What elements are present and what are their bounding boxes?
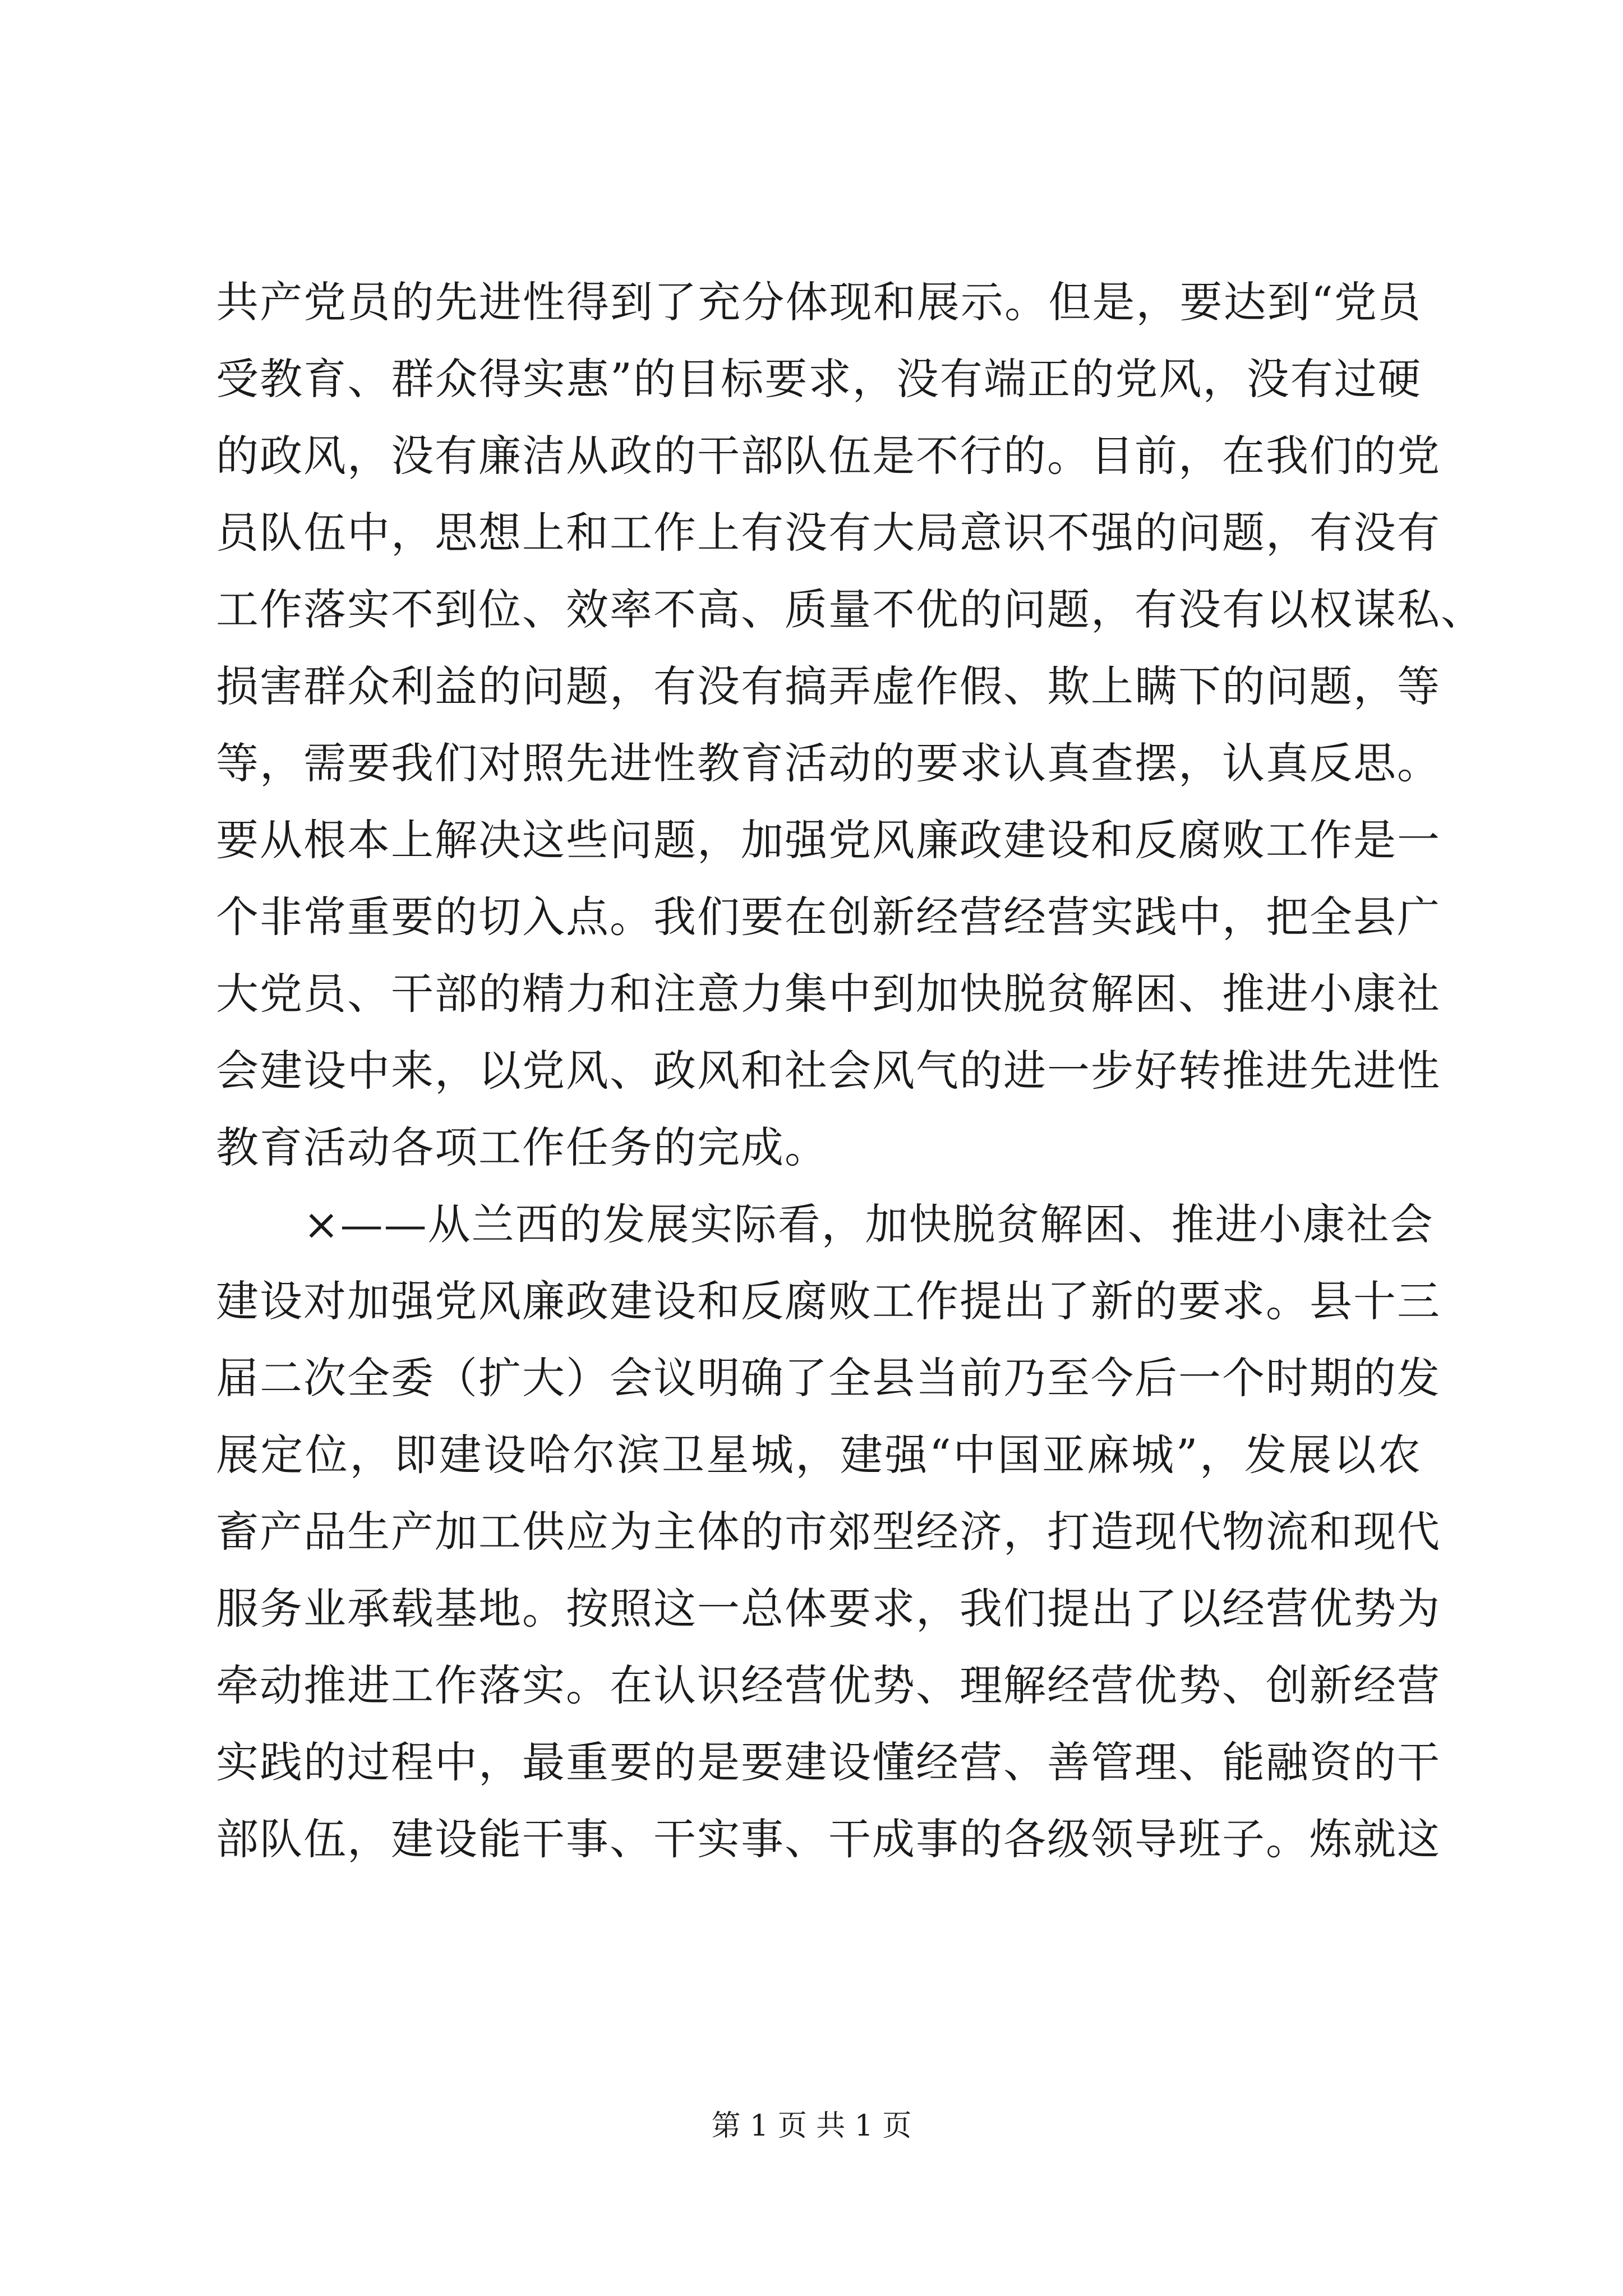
text-line: 届二次全委（扩大）会议明确了全县当前乃至今后一个时期的发	[216, 1353, 1441, 1403]
page-number-footer: 第 1 页 共 1 页	[711, 2109, 912, 2143]
text-line: 的政风，没有廉洁从政的干部队伍是不行的。目前，在我们的党	[216, 431, 1441, 481]
body-text	[216, 264, 1484, 1878]
text-line: 员队伍中，思想上和工作上有没有大局意识不强的问题，有没有	[216, 508, 1441, 558]
text-line: 部队伍，建设能干事、干实事、干成事的各级领导班子。炼就这	[216, 1814, 1441, 1864]
text-line: 工作落实不到位、效率不高、质量不优的问题，有没有以权谋私、	[216, 585, 1484, 634]
text-line: 会建设中来，以党风、政风和社会风气的进一步好转推进先进性	[216, 1046, 1441, 1096]
text-line: 建设对加强党风廉政建设和反腐败工作提出了新的要求。县十三	[216, 1276, 1441, 1326]
text-line: 共产党员的先进性得到了充分体现和展示。但是，要达到“党员	[216, 277, 1422, 327]
paragraph-2	[216, 1186, 1441, 1878]
text-line: 损害群众利益的问题，有没有搞弄虚作假、欺上瞒下的问题，等	[216, 661, 1441, 711]
text-line: 实践的过程中，最重要的是要建设懂经营、善管理、能融资的干	[216, 1737, 1441, 1787]
text-line: 牵动推进工作落实。在认识经营优势、理解经营优势、创新经营	[216, 1660, 1441, 1710]
text-line: 教育活动各项工作任务的完成。	[216, 1122, 828, 1172]
paragraph-1	[216, 264, 1484, 1186]
text-line: 要从根本上解决这些问题，加强党风廉政建设和反腐败工作是一	[216, 815, 1441, 865]
text-line: ×——从兰西的发展实际看，加快脱贫解困、推进小康社会	[216, 1199, 1434, 1249]
text-line: 展定位，即建设哈尔滨卫星城，建强“中国亚麻城”，发展以农	[216, 1430, 1422, 1480]
text-line: 等，需要我们对照先进性教育活动的要求认真查摆，认真反思。	[216, 738, 1441, 788]
text-line: 服务业承载基地。按照这一总体要求，我们提出了以经营优势为	[216, 1584, 1441, 1634]
text-line: 大党员、干部的精力和注意力集中到加快脱贫解困、推进小康社	[216, 969, 1441, 1019]
text-line: 畜产品生产加工供应为主体的市郊型经济，打造现代物流和现代	[216, 1507, 1441, 1557]
text-line: 个非常重要的切入点。我们要在创新经营经营实践中，把全县广	[216, 892, 1441, 942]
text-line: 受教育、群众得实惠”的目标要求，没有端正的党风，没有过硬	[216, 354, 1422, 404]
